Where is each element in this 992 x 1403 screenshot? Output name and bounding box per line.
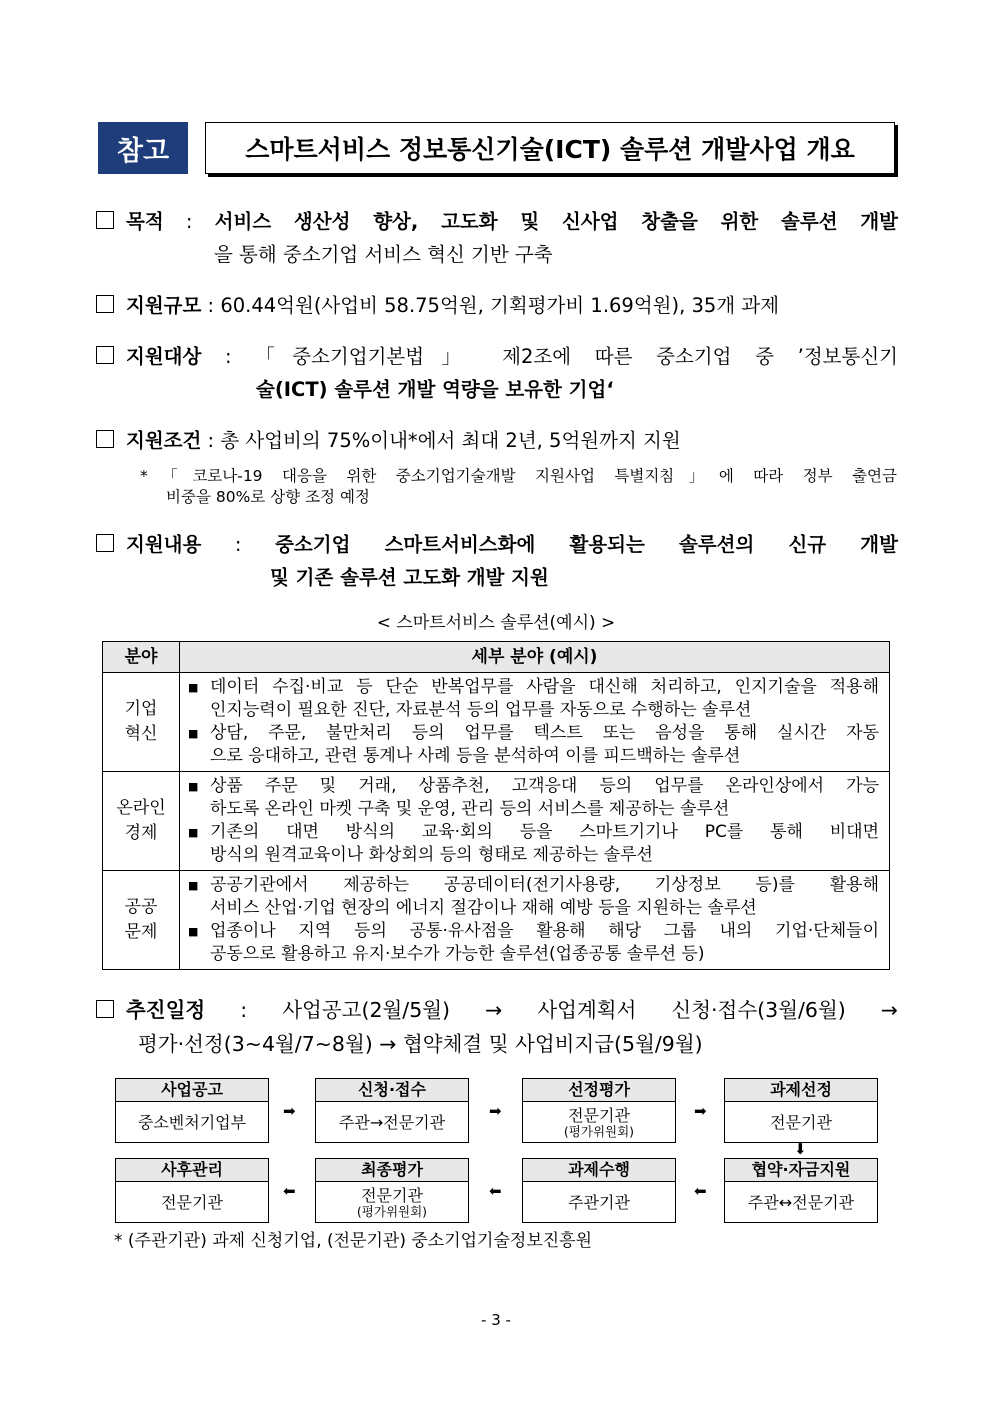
field-cell: 기업 혁신 (103, 673, 180, 772)
section-schedule (96, 993, 898, 1061)
table-header-row (103, 642, 890, 673)
detail-cell (180, 673, 890, 772)
col-detail-header: 세부 분야 (예시) (180, 642, 890, 673)
arrow-right-icon: ➡ (489, 1102, 502, 1120)
conditions-note: *「코로나-19 대응을 위한 중소기업기술개발 지원사업 특별지침」에 따라 정부 출연금 비중을 80%로 상향 조정 예정 (140, 467, 897, 506)
checkbox-square-icon (96, 211, 114, 229)
flow-step-follow-up: 사후관리 전문기관 (115, 1158, 269, 1223)
page-title: 스마트서비스 정보통신기술(ICT) 솔루션 개발사업 개요 (205, 122, 895, 174)
flow-step-execution: 과제수행 주관기관 (522, 1158, 676, 1223)
page-number: - 3 - (481, 1311, 511, 1329)
target-line1: 지원대상 : 「중소기업기본법」 제2조에 따른 중소기업 중 ’정보통신기 (96, 340, 898, 373)
col-field-header: 분야 (103, 642, 180, 673)
solution-table (102, 641, 890, 970)
section-scale: 지원규모 : 60.44억원(사업비 58.75억원, 기획평가비 1.69억원), 35개 과제 (96, 289, 898, 322)
list-item: ■ 기존의 대면 방식의 교육·회의 등을 스마트기기나 PC를 통해 비대면 방식의 원격교육이나 화상회의 등의 형태로 제공하는 솔루션 (188, 821, 879, 867)
flow-step-announcement: 사업공고 중소벤처기업부 (115, 1078, 269, 1143)
section-target (96, 340, 898, 406)
section-content (96, 528, 898, 594)
table-caption: < 스마트서비스 솔루션(예시) > (376, 613, 616, 633)
list-item: ■ 상품 주문 및 거래, 상품추천, 고객응대 등의 업무를 온라인상에서 가능 하도록 온라인 마켓 구축 및 운영, 관리 등의 서비스를 제공하는 솔루션 (188, 775, 879, 821)
field-cell: 온라인 경제 (103, 772, 180, 871)
checkbox-square-icon (96, 295, 114, 313)
flow-step-application: 신청·접수 주관→전문기관 (315, 1078, 469, 1143)
section-conditions: 지원조건 : 총 사업비의 75%이내*에서 최대 2년, 5억원까지 지원 (96, 424, 898, 457)
detail-cell (180, 871, 890, 970)
field-cell: 공공 문제 (103, 871, 180, 970)
purpose-line2: 을 통해 중소기업 서비스 혁신 기반 구축 (214, 243, 553, 266)
list-item: ■ 상담, 주문, 불만처리 등의 업무를 텍스트 또는 음성을 통해 실시간 자동 으로 응대하고, 관련 통계나 사례 등을 분석하여 이를 피드백하는 솔루션 (188, 722, 879, 768)
flow-step-agreement-funding: 협약·자금지원 주관↔전문기관 (724, 1158, 878, 1223)
footnote: * (주관기관) 과제 신청기업, (전문기관) 중소기업기술정보진흥원 (114, 1231, 593, 1251)
checkbox-square-icon (96, 1000, 114, 1018)
checkbox-square-icon (96, 346, 114, 364)
table-row (103, 871, 890, 970)
schedule-line1: 추진일정 : 사업공고(2월/5월) → 사업계획서 신청·접수(3월/6월) → (96, 993, 898, 1027)
arrow-left-icon: ⬅ (694, 1182, 707, 1200)
section-purpose (96, 205, 898, 271)
content-line1: 지원내용 : 중소기업 스마트서비스화에 활용되는 솔루션의 신규 개발 (96, 528, 898, 561)
arrow-left-icon: ⬅ (283, 1182, 296, 1200)
table-row (103, 673, 890, 772)
list-item: ■ 공공기관에서 제공하는 공공데이터(전기사용량, 기상정보 등)를 활용해 서비스 산업·기업 현장의 에너지 절감이나 재해 예방 등을 지원하는 솔루션 (188, 874, 879, 920)
flow-step-selection-evaluation: 선정평가 전문기관 (평가위원회) (522, 1078, 676, 1143)
checkbox-square-icon (96, 430, 114, 448)
arrow-left-icon: ⬅ (489, 1182, 502, 1200)
flow-step-final-evaluation: 최종평가 전문기관 (평가위원회) (315, 1158, 469, 1223)
flow-step-task-selection: 과제선정 전문기관 (724, 1078, 878, 1143)
table-row (103, 772, 890, 871)
detail-cell (180, 772, 890, 871)
arrow-down-icon: ⬇ (794, 1140, 807, 1158)
arrow-right-icon: ➡ (283, 1102, 296, 1120)
reference-badge: 참고 (98, 122, 188, 174)
list-item: ■ 업종이나 지역 등의 공통·유사점을 활용해 해당 그룹 내의 기업·단체들이 공동으로 활용하고 유지·보수가 가능한 솔루션(업종공통 솔루션 등) (188, 920, 879, 966)
content-line2: 및 기존 솔루션 고도화 개발 지원 (270, 566, 549, 589)
schedule-line2: 평가·선정(3~4월/7~8월) → 협약체결 및 사업비지급(5월/9월) (138, 1032, 703, 1056)
arrow-right-icon: ➡ (694, 1102, 707, 1120)
target-line2: 술(ICT) 솔루션 개발 역량을 보유한 기업‘ (256, 378, 614, 401)
list-item: ■ 데이터 수집·비교 등 단순 반복업무를 사람을 대신해 처리하고, 인지기술을 적용해 인지능력이 필요한 진단, 자료분석 등의 업무를 자동으로 수행하는 솔루션 (188, 676, 879, 722)
purpose-line1: 목적 : 서비스 생산성 향상, 고도화 및 신사업 창출을 위한 솔루션 개발 (96, 205, 898, 238)
checkbox-square-icon (96, 534, 114, 552)
